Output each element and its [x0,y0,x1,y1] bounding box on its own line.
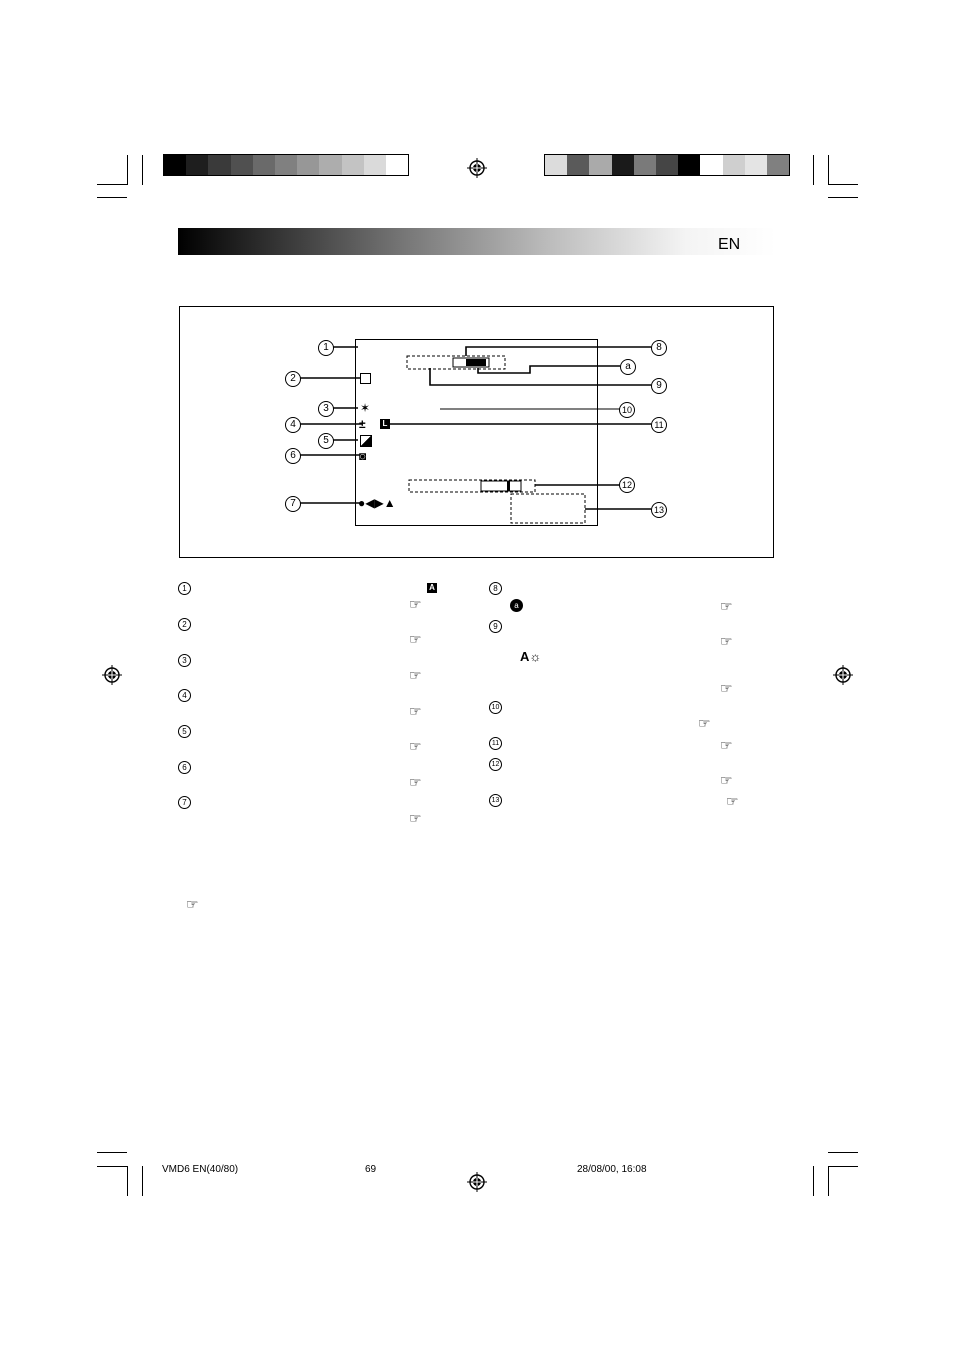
callout-number: 4 [285,417,301,433]
callout-number: 2 [285,371,301,387]
legend-number: 12 [489,758,502,771]
auto-sun-icon: A☼ [520,649,542,664]
footer-filename: VMD6 EN(40/80) [162,1164,239,1175]
effect-icon: ◙ [359,449,367,463]
auto-icon: A [427,583,437,593]
reference-icon: ☞ [698,715,711,731]
legend-number: 13 [489,794,502,807]
lock-icon: L [380,419,390,429]
footer-timestamp: 28/08/00, 16:08 [577,1164,647,1175]
crop-mark [828,1152,858,1153]
reference-icon: ☞ [186,896,199,912]
legend-number: 10 [489,701,502,714]
language-label: EN [718,236,741,253]
legend-number: 8 [489,582,502,595]
contrast-icon [360,435,372,447]
registration-mark-icon [102,665,122,685]
legend-number: 5 [178,725,191,738]
reference-icon: ☞ [409,667,422,683]
reference-icon: ☞ [720,737,733,753]
reference-icon: ☞ [720,772,733,788]
exposure-icon: ± [359,417,366,431]
reference-icon: ☞ [720,680,733,696]
callout-number: 3 [318,401,334,417]
crop-mark [142,1166,143,1196]
reference-icon: ☞ [720,633,733,649]
registration-mark-icon [833,665,853,685]
crop-mark [97,1152,127,1153]
reference-icon: ☞ [726,793,739,809]
callout-number: 8 [651,340,667,356]
callout-number: 9 [651,378,667,394]
reference-icon: ☞ [409,631,422,647]
reference-icon: ☞ [720,598,733,614]
footer-page-number: 69 [365,1164,377,1175]
crop-mark [813,1166,814,1196]
callout-letter: a [620,359,636,375]
legend-number: 7 [178,796,191,809]
callout-number: 6 [285,448,301,464]
callout-number: 13 [651,502,667,518]
crop-mark [97,1166,127,1167]
legend-number: 9 [489,620,502,633]
callout-number: 5 [318,433,334,449]
legend-number: 1 [178,582,191,595]
diagram-leader-lines [0,0,954,600]
program-ae-icon: ●◀▶▲ [358,496,396,510]
legend-number: 6 [178,761,191,774]
reference-icon: ☞ [409,738,422,754]
reference-icon: ☞ [409,596,422,612]
legend-number: 3 [178,654,191,667]
callout-number: 11 [651,417,667,433]
callout-number: 12 [619,477,635,493]
registration-mark-icon [467,1172,487,1192]
legend-number: 11 [489,737,502,750]
callout-number: 10 [619,402,635,418]
legend-letter: a [510,599,523,612]
crop-mark [828,1166,858,1167]
reference-icon: ☞ [409,774,422,790]
sun-icon: ✶ [360,401,371,415]
image-icon [360,373,371,384]
callout-number: 1 [318,340,334,356]
reference-icon: ☞ [409,810,422,826]
callout-number: 7 [285,496,301,512]
crop-mark [828,1166,829,1196]
reference-icon: ☞ [409,703,422,719]
crop-mark [127,1166,128,1196]
legend-number: 4 [178,689,191,702]
legend-number: 2 [178,618,191,631]
